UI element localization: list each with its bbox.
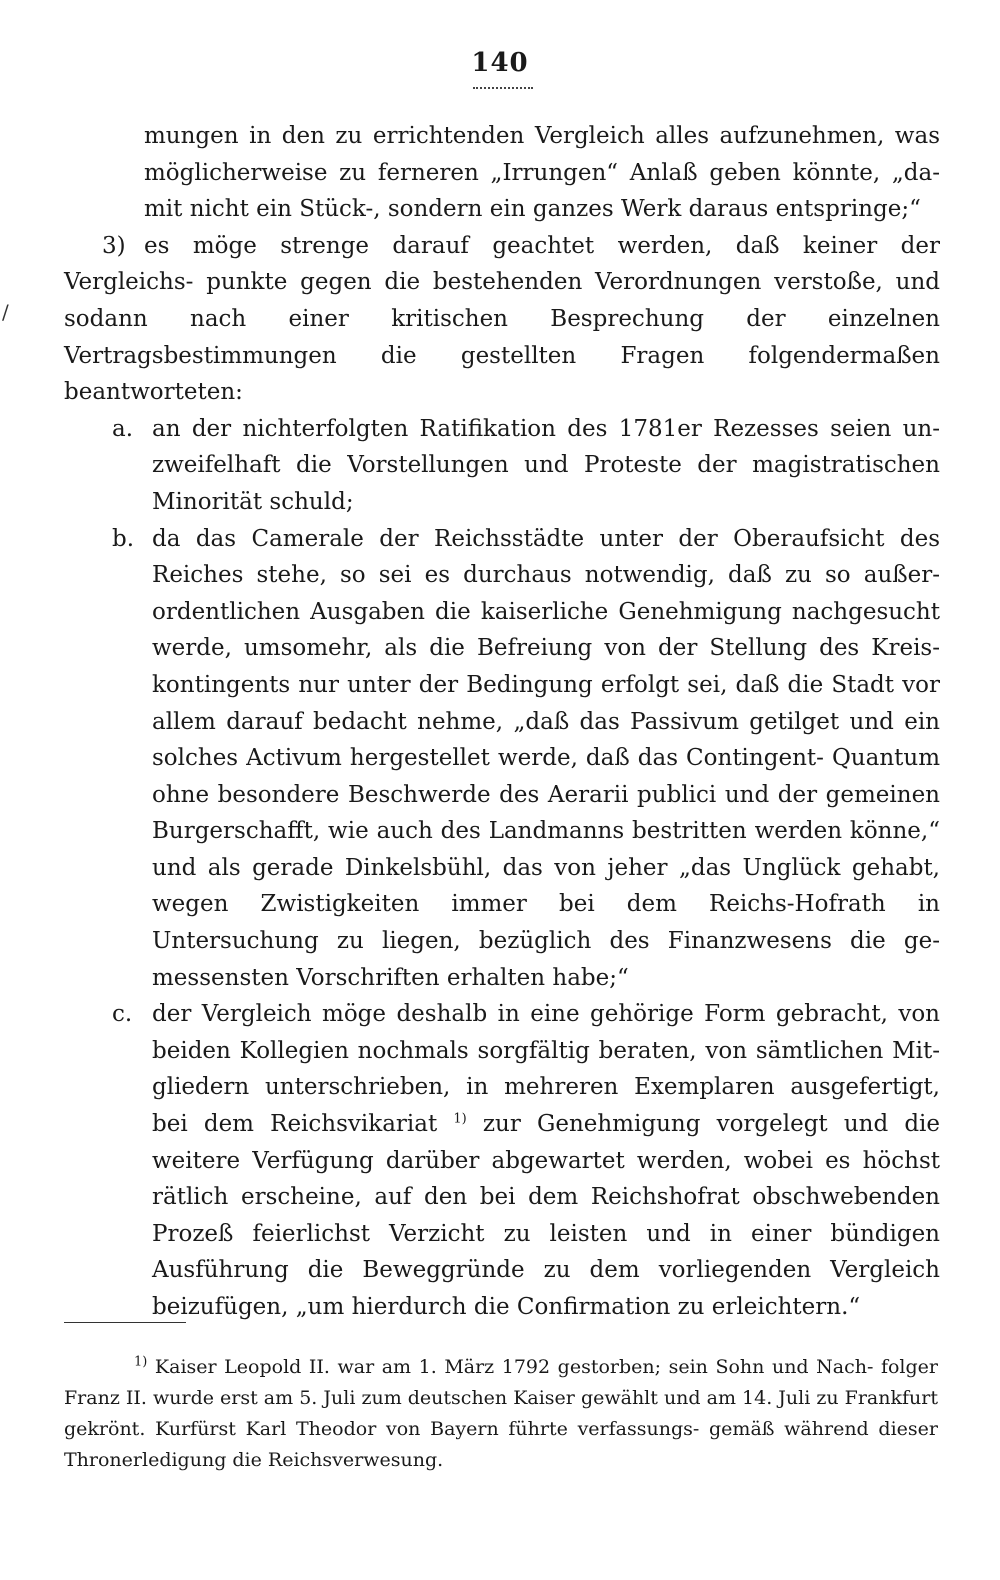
item-3-text bbox=[64, 228, 940, 411]
sub-item-c bbox=[64, 996, 940, 1325]
margin-mark: / bbox=[2, 300, 9, 324]
sub-item-text: an der nichterfolgten Ratifikation des 1781er Rezesses seien un- zweifelhaft die Vorstellungen und Proteste der magistratischen Minorität schuld; bbox=[152, 415, 940, 515]
sub-item-text-before: der Vergleich möge deshalb in eine gehörige Form gebracht, von beiden Kollegien nochmals sorgfältig beraten, von sämtlichen Mit- gliedern unterschrieben, in mehreren Exemplaren ausgefertigt, bei dem Reichsvikariat bbox=[152, 1001, 940, 1138]
item-number: 3) bbox=[102, 232, 126, 259]
footnote-reference[interactable]: 1) bbox=[453, 1111, 467, 1127]
sub-item-b bbox=[64, 521, 940, 997]
sub-item-label: c. bbox=[112, 1001, 133, 1028]
page-number-ornament bbox=[473, 84, 533, 89]
page-number: 140 bbox=[471, 48, 529, 78]
item-3-text-content: es möge strenge darauf geachtet werden, daß keiner der Vergleichs- punkte gegen die bestehenden Verordnungen verstoße, und sodann nach einer kritischen Besprechung der einzelnen Vertragsbestimmungen die gestellten Fragen folgendermaßen beantworteten: bbox=[64, 232, 940, 406]
main-text bbox=[64, 118, 940, 1326]
footnote-divider bbox=[64, 1322, 186, 1323]
footnote-text: Kaiser Leopold II. war am 1. März 1792 gestorben; sein Sohn und Nach- folger Franz II. wurde erst am 5. Juli zum deutschen Kaiser gewählt und am 14. Juli zu Frankfurt gekrönt. Kurfürst Karl Theodor von Bayern führte verfassungs- gemäß während dieser Thronerledigung die Reichsverwesung. bbox=[64, 1356, 939, 1471]
sub-item-label: a. bbox=[112, 415, 134, 442]
intro-text: mungen in den zu errichtenden Vergleich alles aufzunehmen, was möglicherweise zu ferneren „Irrungen“ Anlaß geben könnte, „da- mit nicht ein Stück-, sondern ein ganzes Werk daraus entspringe;“ bbox=[144, 123, 940, 223]
footnote bbox=[64, 1352, 938, 1476]
footnote-marker: 1) bbox=[134, 1354, 148, 1370]
sub-item-text-after: zur Genehmigung vorgelegt und die weitere Verfügung darüber abgewartet werden, wobei es höchst rätlich erscheine, auf den bei dem Reichshofrat obschwebenden Prozeß feierlichst Verzicht zu leisten und in einer bündigen Ausführung die Beweggründe zu dem vorliegenden Vergleich beizufügen, „um hierdurch die Confirmation zu erleichtern.“ bbox=[152, 1111, 941, 1320]
footnotes bbox=[64, 1352, 938, 1476]
sub-item-label: b. bbox=[112, 525, 135, 552]
intro-paragraph bbox=[64, 118, 940, 228]
sub-item-a bbox=[64, 411, 940, 521]
numbered-item-3 bbox=[64, 228, 940, 411]
sub-item-text: da das Camerale der Reichsstädte unter der Oberaufsicht des Reiches stehe, so sei es durchaus notwendig, daß zu so außer- ordentlichen Ausgaben die kaiserliche Genehmigung nachgesucht werde, umsomehr, als die Befreiung von der Stellung des Kreis- kontingents nur unter der Bedingung erfolgt sei, daß die Stadt vor allem darauf bedacht nehme, „daß das Passivum getilget und ein solches Activum hergestellet werde, daß das Contingent- Quantum ohne besondere Beschwerde des Aerarii publici und der gemeinen Burgerschafft, wie auch des Landmanns bestritten werden könne,“ und als gerade Dinkelsbühl, das von jeher „das Unglück gehabt, wegen Zwistigkeiten immer bei dem Reichs-Hofrath in Untersuchung zu liegen, bezüglich des Finanzwesens die ge- messensten Vorschriften erhalten habe;“ bbox=[152, 525, 940, 991]
